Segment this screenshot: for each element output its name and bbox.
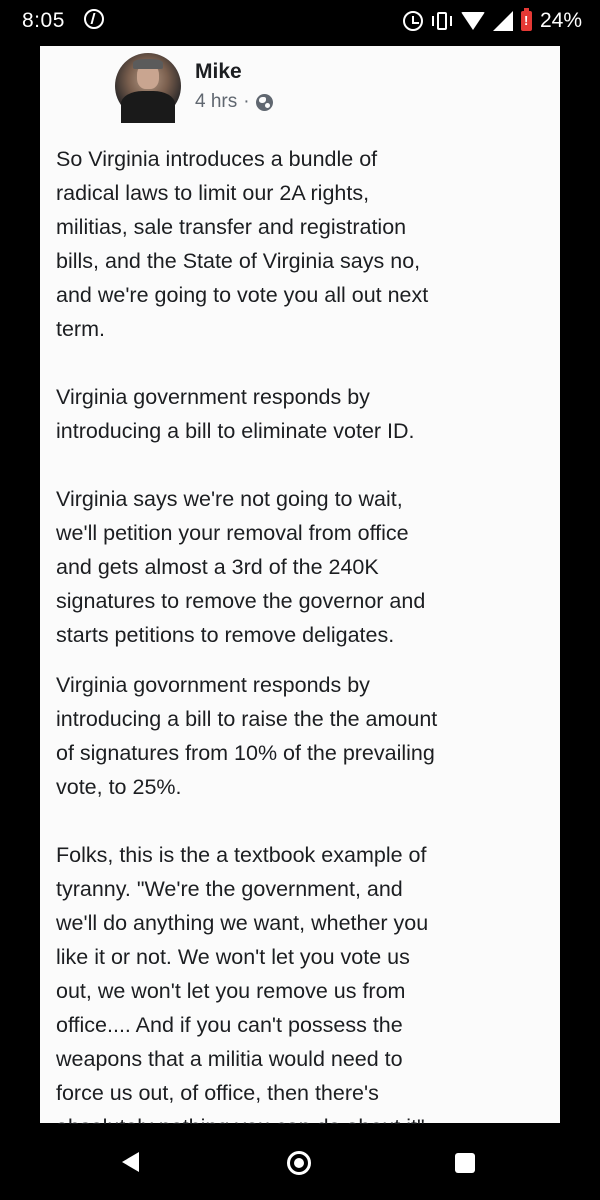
- meta-separator: ·: [243, 91, 250, 112]
- paragraph-spacer: [56, 652, 556, 668]
- post-card: [40, 46, 560, 1123]
- status-time: 8:05: [22, 9, 65, 32]
- post-paragraph-4: Virginia govornment responds by introducing a bill to raise the the amount of signatures from 10% of the prevailing vote, to 25%.: [56, 673, 438, 799]
- status-bar: [0, 0, 600, 44]
- post-paragraph-1: So Virginia introduces a bundle of radical laws to limit our 2A rights, militias, sale transfer and registration bills, and the State of Virginia says no, and we're going to vote you all out next term.: [56, 147, 429, 341]
- vibrate-icon: [431, 11, 453, 31]
- recents-icon[interactable]: [455, 1153, 475, 1173]
- globe-icon: [256, 94, 273, 111]
- battery-percent: 24%: [539, 9, 582, 32]
- home-icon[interactable]: [287, 1151, 311, 1175]
- alarm-icon: [403, 11, 423, 31]
- post-author-name[interactable]: Mike: [195, 60, 242, 83]
- navigation-bar: [0, 1124, 600, 1200]
- post-paragraph-2: Virginia government responds by introducing a bill to eliminate voter ID.: [56, 385, 415, 443]
- wifi-icon: [461, 12, 485, 30]
- paragraph-spacer: [56, 804, 556, 838]
- post-meta: [195, 91, 273, 113]
- avatar[interactable]: [115, 53, 181, 119]
- post-body: [56, 142, 556, 1144]
- post-paragraph-5: Folks, this is the a textbook example of tyranny. "We're the government, and we'll do anything we want, whether you like it or not. We won't let you vote us out, we won't let you remove us from office.... And if you can't possess the weapons that a militia would need to force us out, of office, then there's: [56, 843, 429, 1105]
- avatar-hat-shape: [133, 59, 163, 69]
- back-icon[interactable]: [122, 1152, 139, 1172]
- signal-icon: [493, 11, 513, 31]
- post-paragraph-3: Virginia says we're not going to wait, we'll petition your removal from office and gets almost a 3rd of the 240K signatures to remove the governor and starts petitions to remove deligates.: [56, 487, 426, 647]
- paragraph-spacer: [56, 448, 556, 482]
- paragraph-spacer: [56, 346, 556, 380]
- post-timestamp[interactable]: 4 hrs: [195, 91, 238, 112]
- accessibility-icon: [84, 9, 104, 29]
- avatar-body-shape: [121, 91, 175, 123]
- status-icons: [403, 8, 582, 34]
- battery-low-icon: [521, 11, 532, 31]
